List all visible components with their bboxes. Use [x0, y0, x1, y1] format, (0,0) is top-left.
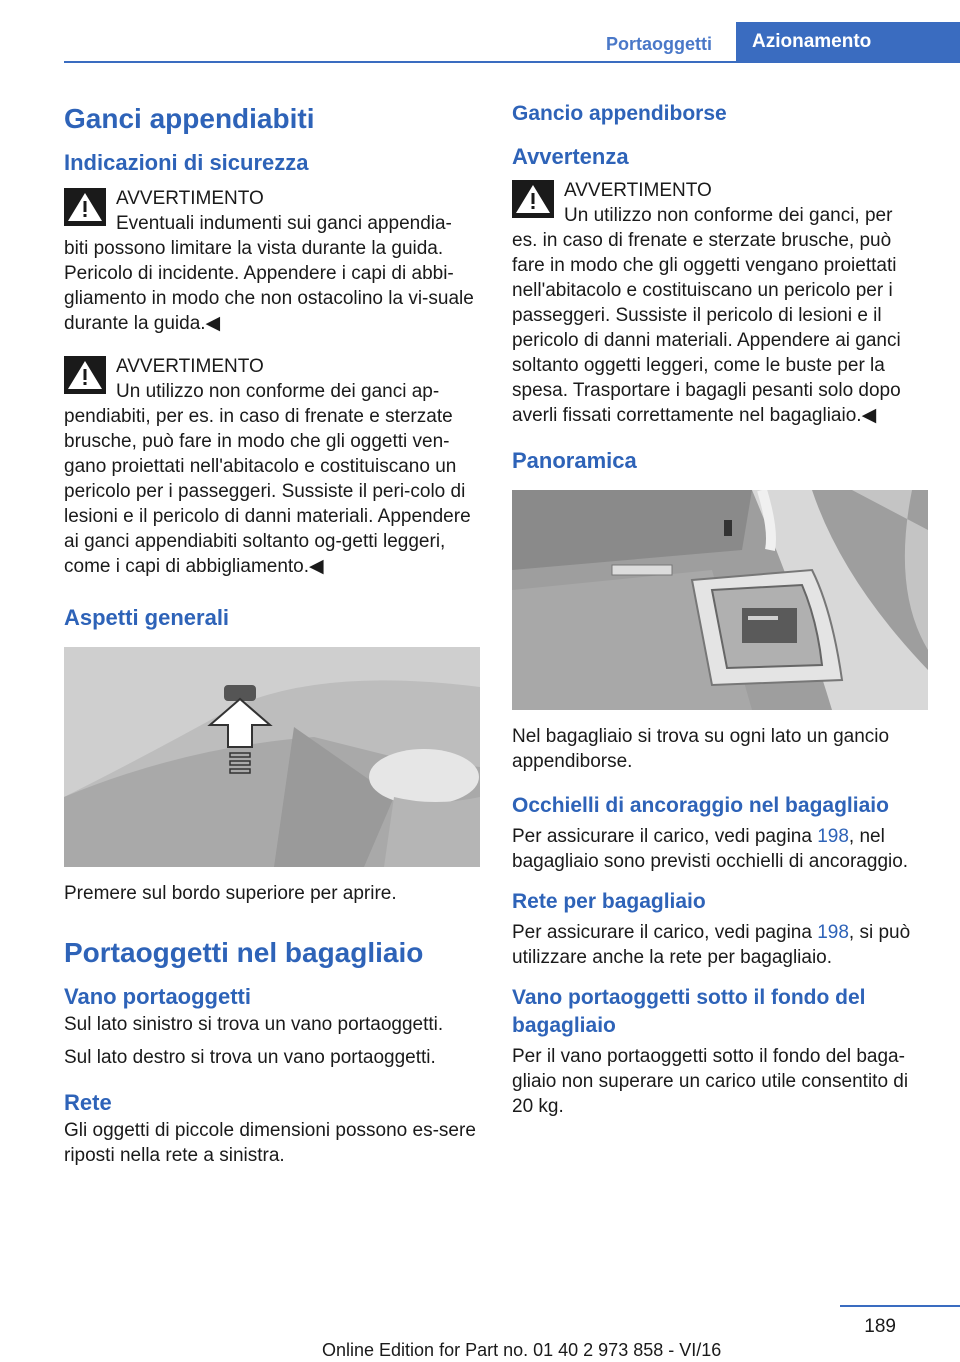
- warning-block-3: [512, 178, 928, 428]
- caution-heading: Avvertenza: [512, 144, 629, 169]
- general-heading: Aspetti generali: [64, 605, 230, 630]
- edition-text: Online Edition for Part no. 01 40 2 973 858 - VI/16: [322, 1340, 722, 1360]
- header-chapter-tab[interactable]: Azionamento: [736, 22, 960, 62]
- warning-title: AVVERTIMENTO: [564, 180, 712, 201]
- left-column: [64, 100, 480, 1168]
- storage-title: Portaoggetti nel bagagliaio: [64, 937, 424, 968]
- compartment-heading: Vano portaoggetti: [64, 984, 251, 1009]
- coat-hook-photo: [64, 647, 480, 867]
- luggage-compartment-photo: [512, 490, 928, 710]
- warning-text-first-line: Un utilizzo non conforme dei ganci ap‐: [116, 381, 440, 402]
- page-link-198[interactable]: 198: [817, 922, 849, 943]
- warning-text: biti possono limitare la vista durante la guida. Pericolo di incidente. Appendere i capi di abbi‐gliamento in modo che non ostacolino la vi‐suale durante la guida.◀: [64, 238, 474, 334]
- page-link-198[interactable]: 198: [817, 826, 849, 847]
- page-number: 189: [864, 1316, 896, 1337]
- luggage-net-heading: Rete per bagagliaio: [512, 890, 706, 913]
- header-section-tab[interactable]: Portaoggetti: [606, 34, 712, 54]
- warning-triangle-icon: [64, 356, 106, 394]
- header-rule: [64, 61, 960, 63]
- compartment-right-text: Sul lato destro si trova un vano portaoggetti.: [64, 1047, 436, 1068]
- eyelets-heading: Occhielli di ancoraggio nel bagagliaio: [512, 794, 889, 817]
- hooks-title: Ganci appendiabiti: [64, 103, 315, 134]
- bag-hook-heading: Gancio appendiborse: [512, 102, 727, 125]
- overview-heading: Panoramica: [512, 448, 637, 473]
- warning-triangle-icon: [64, 188, 106, 226]
- luggage-net-text: Per assicurare il carico, vedi pagina 198, si può utilizzare anche la rete per bagagliaio.: [512, 922, 911, 968]
- warning-title: AVVERTIMENTO: [116, 188, 264, 209]
- net-heading: Rete: [64, 1090, 112, 1115]
- warning-text-first-line: Un utilizzo non conforme dei ganci, per: [564, 205, 893, 226]
- underfloor-text: Per il vano portaoggetti sotto il fondo del baga‐gliaio non superare un carico utile consentito di 20 kg.: [512, 1046, 909, 1117]
- warning-title: AVVERTIMENTO: [116, 356, 264, 377]
- right-column: [512, 100, 928, 1119]
- footer-rule: [840, 1305, 960, 1307]
- eyelets-text: Per assicurare il carico, vedi pagina 198, nel bagagliaio sono previsti occhielli di ancoraggio.: [512, 826, 909, 872]
- overview-caption: Nel bagagliaio si trova su ogni lato un gancio appendiborse.: [512, 726, 890, 772]
- warning-block-1: [64, 186, 480, 336]
- compartment-left-text: Sul lato sinistro si trova un vano portaoggetti.: [64, 1014, 444, 1035]
- warning-text: pendiabiti, per es. in caso di frenate e sterzate brusche, può fare in modo che gli oggetti ven‐gano proiettati nell'abitacolo e costituiscano un pericolo per i passeggeri. Sussiste il peri‐colo di lesioni e il pericolo di danni materiali. Appendere ai ganci appendiabiti soltanto og‐getti leggeri, come i capi di abbigliamento.◀: [64, 406, 471, 577]
- warning-triangle-icon: [512, 180, 554, 218]
- warning-block-2: [64, 354, 480, 579]
- general-caption: Premere sul bordo superiore per aprire.: [64, 883, 397, 904]
- warning-text: es. in caso di frenate e sterzate brusche, può fare in modo che gli oggetti vengano proiettati nell'abitacolo e costituiscano un pericolo per i passeggeri. Sussiste il pericolo di lesioni e il pericolo di danni materiali. Appendere ai ganci soltanto oggetti leggeri, come le buste per la spesa. Trasportare i bagagli pesanti solo dopo averli fissati correttamente nel bagagliaio.◀: [512, 230, 901, 426]
- net-text: Gli oggetti di piccole dimensioni possono es‐sere riposti nella rete a sinistra.: [64, 1120, 476, 1166]
- safety-heading: Indicazioni di sicurezza: [64, 150, 309, 175]
- underfloor-heading: Vano portaoggetti sotto il fondo del bagagliaio: [512, 986, 866, 1037]
- warning-text-first-line: Eventuali indumenti sui ganci appendia‐: [116, 213, 452, 234]
